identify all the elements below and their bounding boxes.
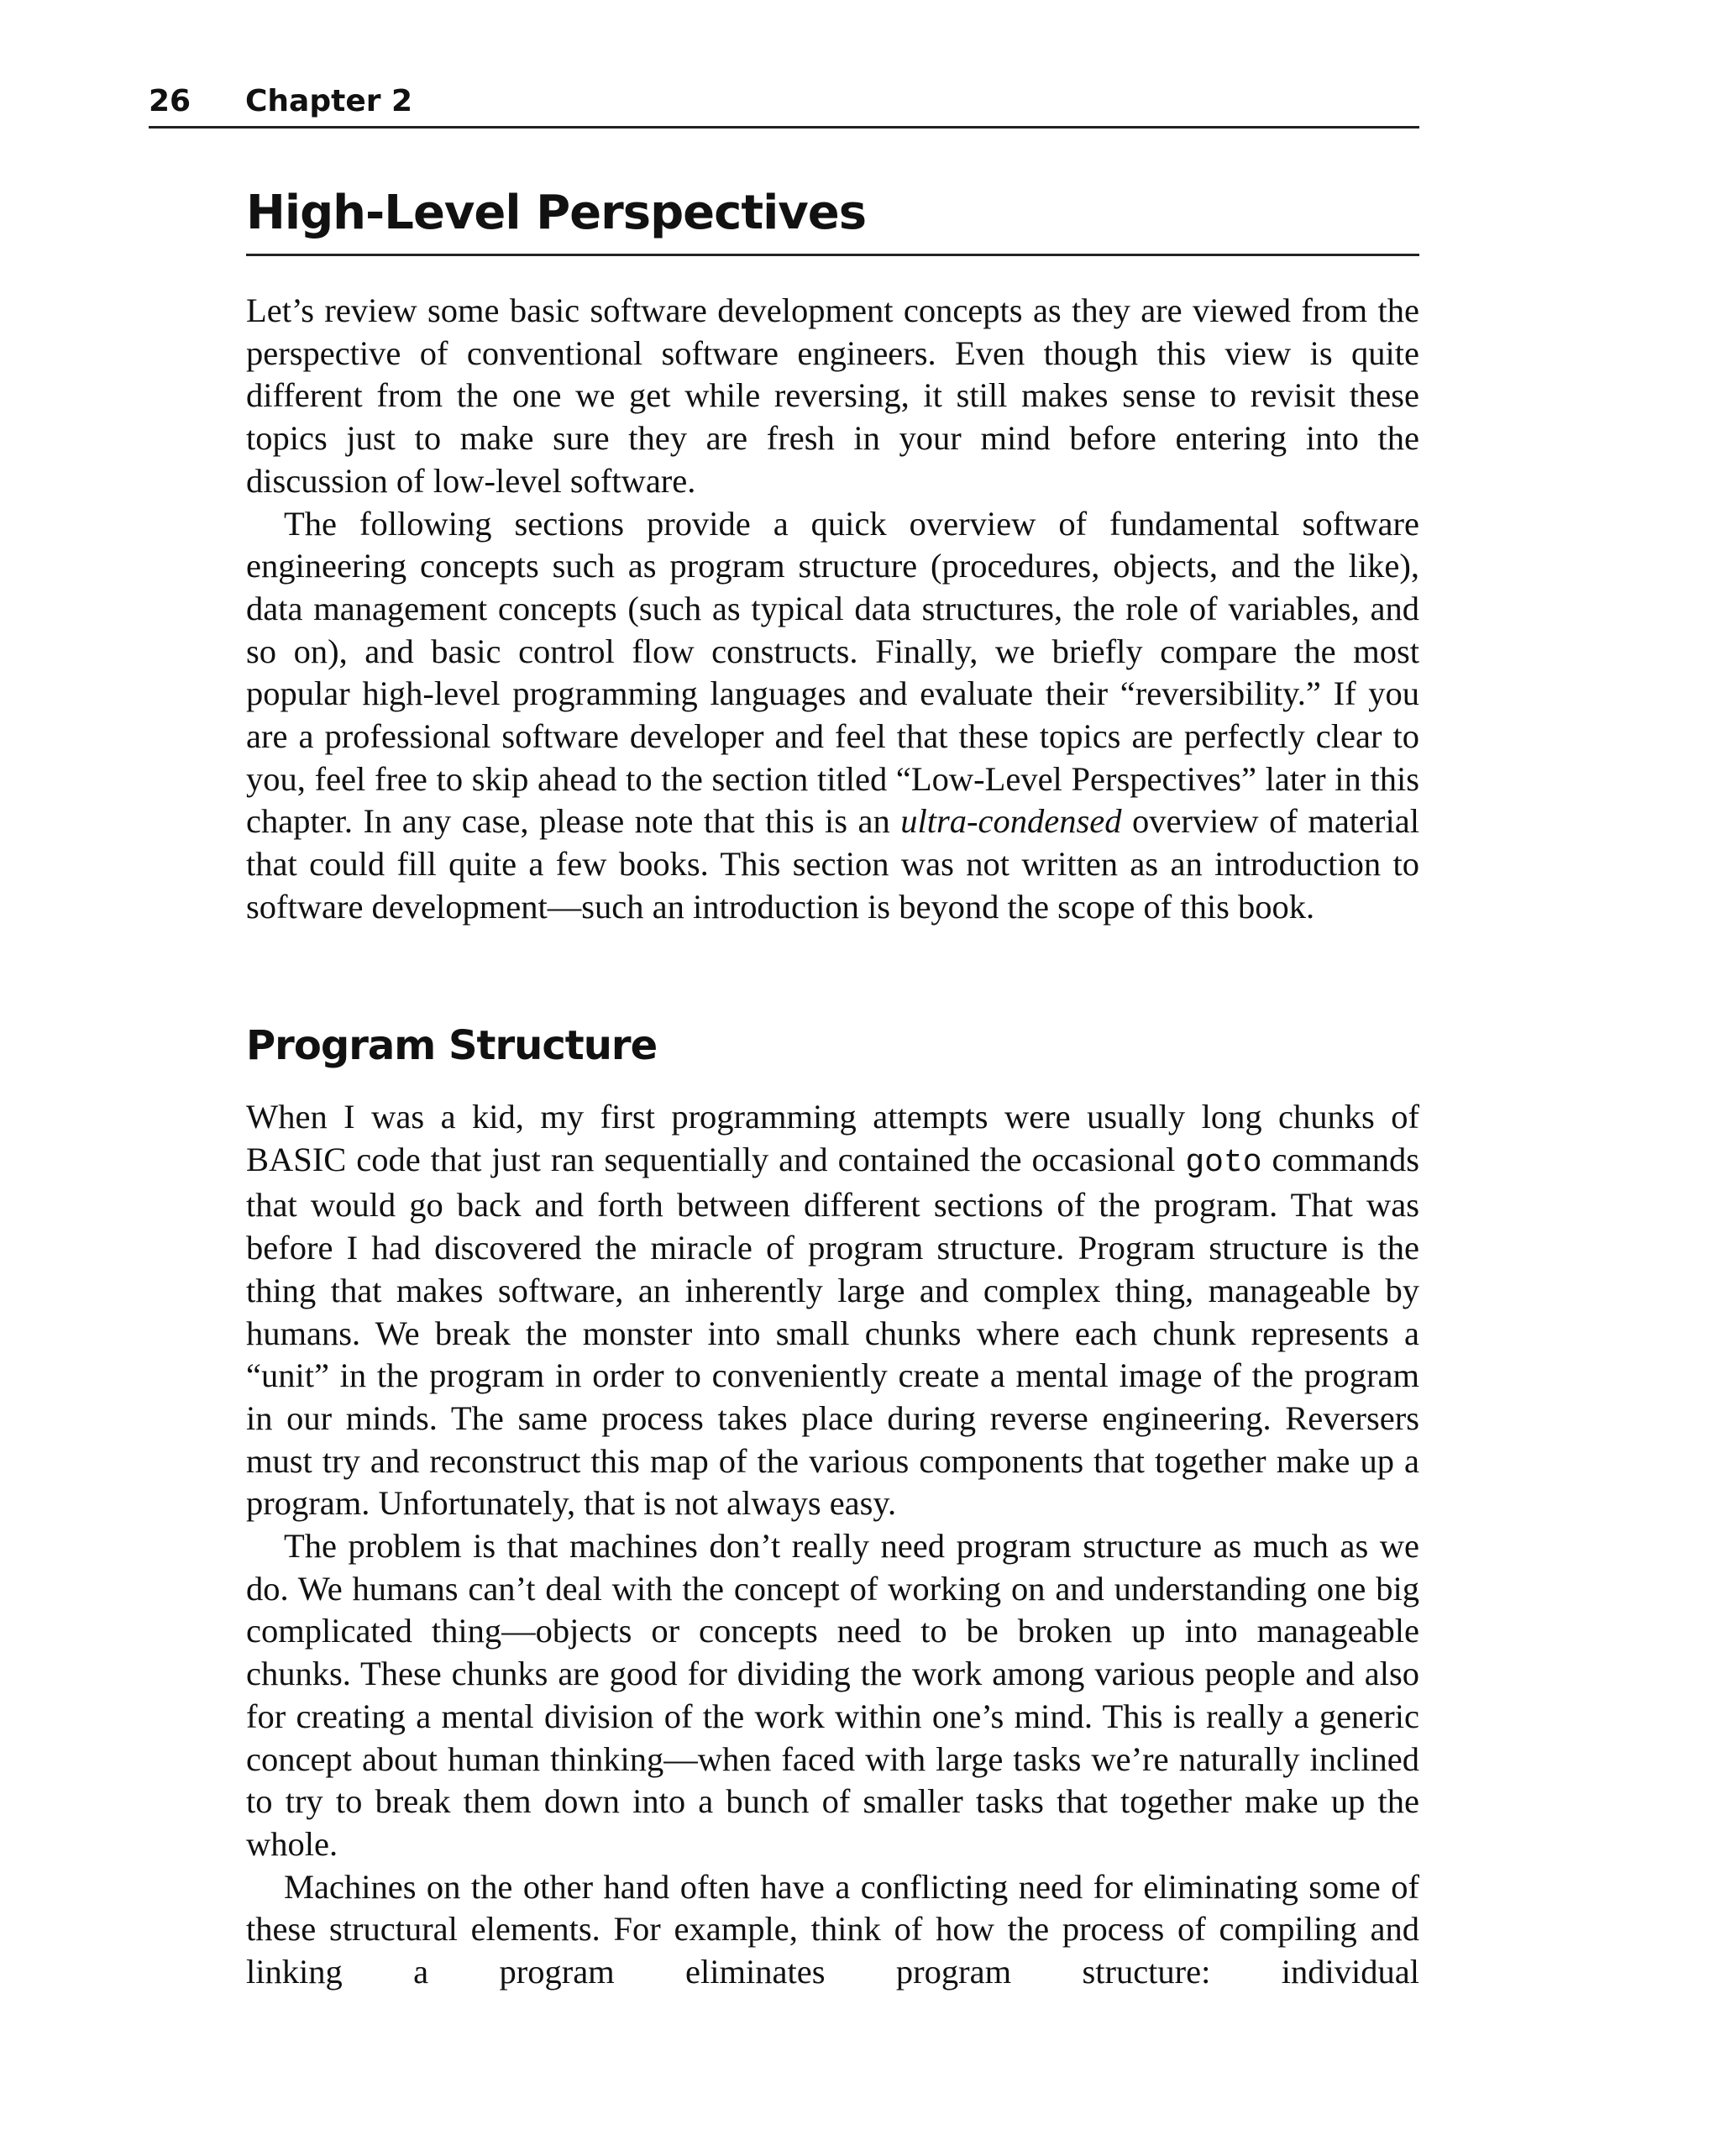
section-heading-program-structure: Program Structure (246, 1022, 658, 1069)
paragraph: The following sections provide a quick overview of fundamental software engineering concepts such as program structure (procedures, objects, and the like), data management concepts (such as typical data structures, the role of variables, and so on), and basic control flow constructs. Finally, we briefly compare the most popular high-level programming languages and evaluate their “reversibility.” If you are a professional software developer and feel that these topics are perfectly clear to you, feel free to skip ahead to the section titled “Low-Level Perspectives” later in this chapter. In any case, please note that this is an ultra-condensed overview of material that could fill quite a few books. This section was not written as an introduction to software development—such an introduction is beyond the scope of this book. (246, 504, 1420, 926)
inline-code: goto (1185, 1144, 1262, 1181)
section1-body (246, 290, 1419, 929)
paragraph: When I was a kid, my first programming attempts were usually long chunks of BASIC code that just ran sequentially and contained the occasional goto commands that would go back and forth between different sections of the program. That was before I had discovered the miracle of program structure. Program structure is the thing that makes software, an inherently large and complex thing, manageable by humans. We break the monster into small chunks where each chunk represents a “unit” in the program in order to conveniently create a mental image of the program in our minds. The same process takes place during reverse engineering. Reversers must try and reconstruct this map of the various components that together make up a program. Unfortunately, that is not always easy. (246, 1098, 1420, 1523)
emphasis-text: ultra-condensed (900, 802, 1122, 841)
running-header (149, 84, 1419, 129)
section2-body (246, 1096, 1419, 1994)
chapter-label: Chapter 2 (245, 84, 413, 118)
paragraph: The problem is that machines don’t really need program structure as much as we do. We humans can’t deal with the concept of working on and understanding one big complicated thing—objects or concepts need to be broken up into manageable chunks. These chunks are good for dividing the work among various people and also for creating a mental division of the work within one’s mind. This is really a generic concept about human thinking—when faced with large tasks we’re naturally inclined to try to break them down into a bunch of smaller tasks that together make up the whole. (246, 1527, 1419, 1863)
paragraph: Machines on the other hand often have a conflicting need for eliminating some of these structural elements. For example, think of how the process of compiling and linking a program eliminates program structure: individual (246, 1867, 1419, 1991)
paragraph: Let’s review some basic software development concepts as they are viewed from the perspective of conventional software engineers. Even though this view is quite different from the one we get while reversing, it still makes sense to revisit these topics just to make sure they are fresh in your mind before entering into the discussion of low-level software. (246, 291, 1419, 500)
page-number: 26 (149, 84, 191, 118)
section-heading-high-level-perspectives: High-Level Perspectives (246, 180, 1419, 256)
